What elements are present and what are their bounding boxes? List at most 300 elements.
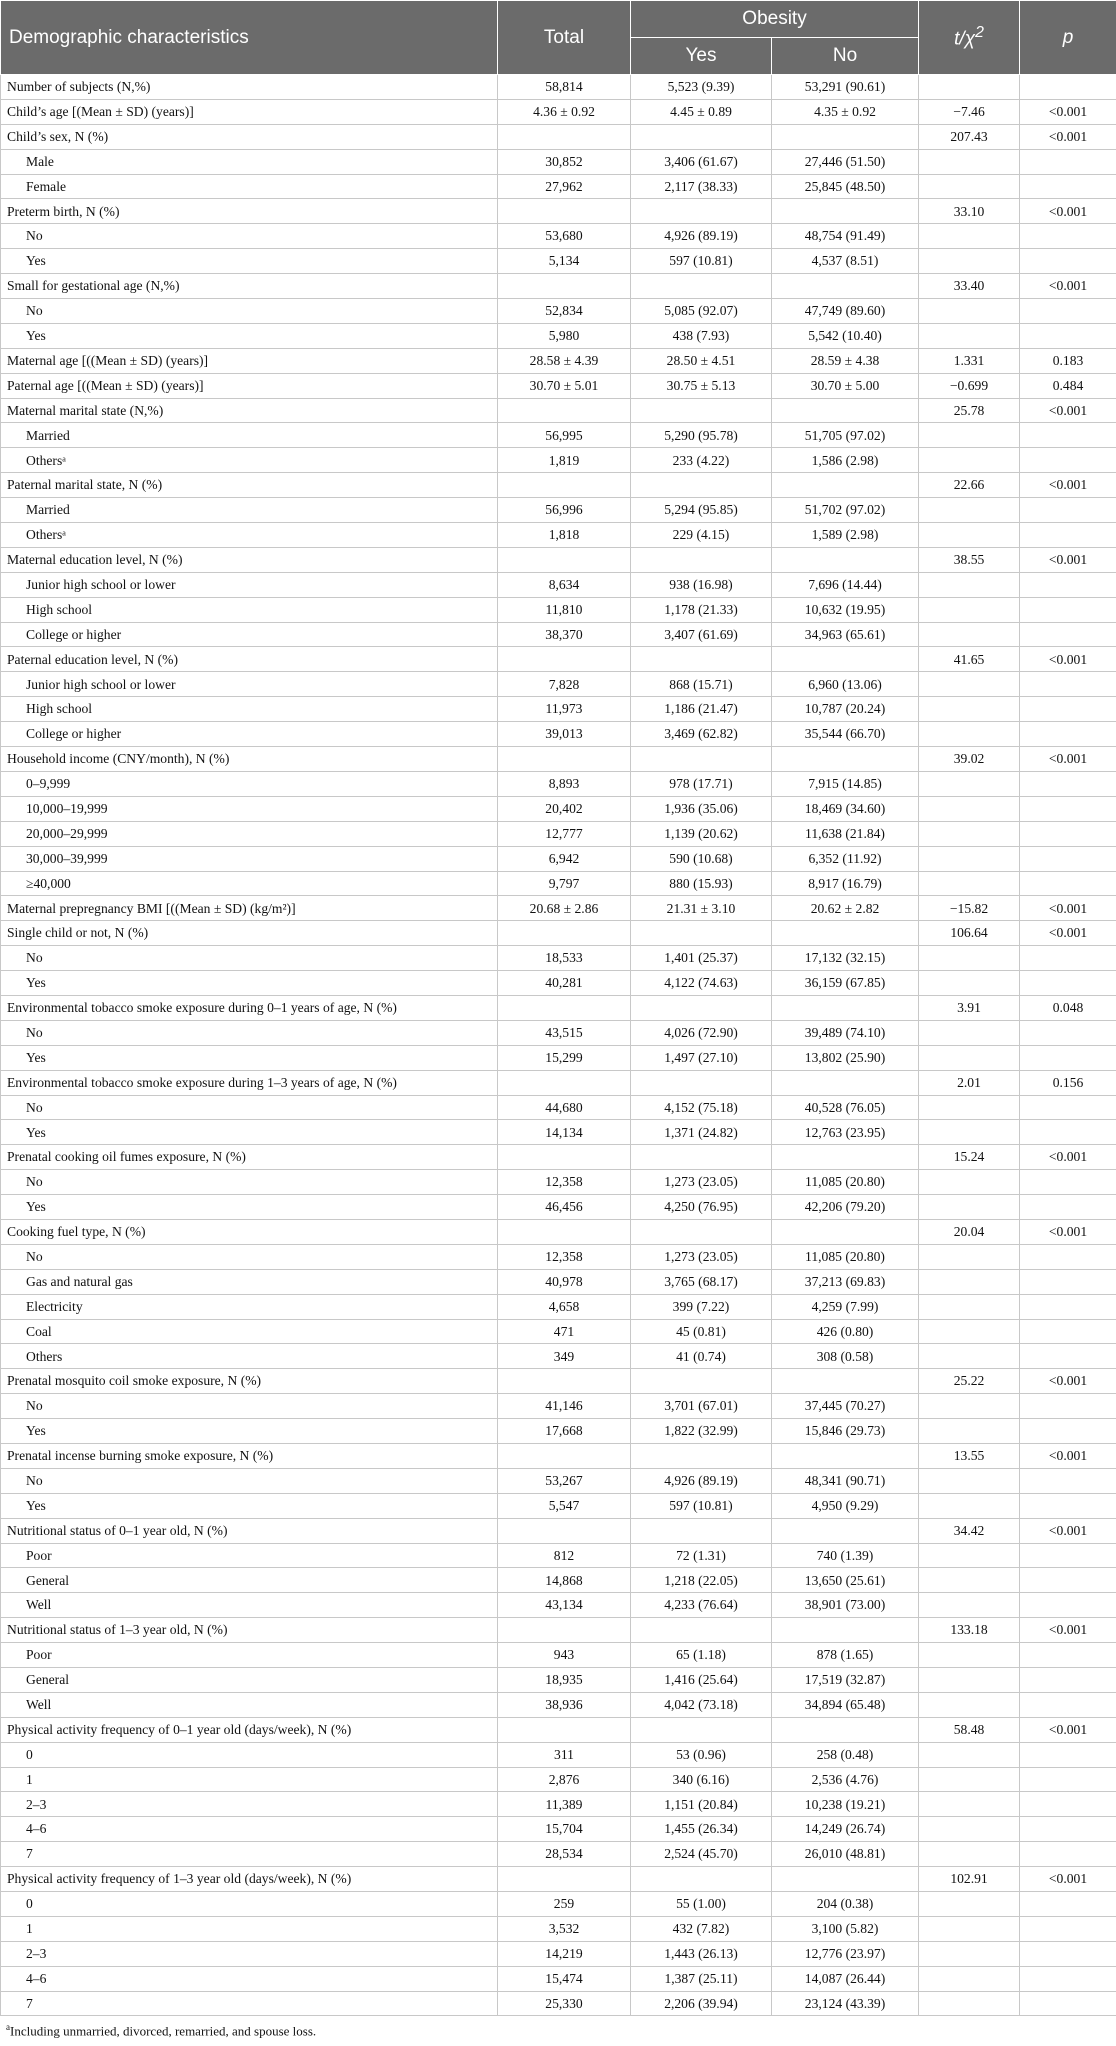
cell-total: 40,978 xyxy=(498,1269,631,1294)
cell-obesity-no: 23,124 (43.39) xyxy=(772,1991,919,2016)
cell-p-value xyxy=(1020,1045,1116,1070)
cell-obesity-no: 3,100 (5.82) xyxy=(772,1916,919,1941)
cell-p-value: <0.001 xyxy=(1020,747,1116,772)
row-label: Junior high school or lower xyxy=(1,572,498,597)
footnote-text: Including unmarried, divorced, remarried, and spouse loss. xyxy=(10,2024,316,2039)
cell-p-value: <0.001 xyxy=(1020,124,1116,149)
cell-p-value: <0.001 xyxy=(1020,921,1116,946)
cell-obesity-yes: 597 (10.81) xyxy=(631,249,772,274)
cell-p-value xyxy=(1020,1468,1116,1493)
cell-obesity-no: 878 (1.65) xyxy=(772,1643,919,1668)
row-label: Married xyxy=(1,423,498,448)
cell-obesity-no: 25,845 (48.50) xyxy=(772,174,919,199)
cell-obesity-no: 47,749 (89.60) xyxy=(772,299,919,324)
table-row xyxy=(1,1792,1116,1817)
cell-obesity-yes: 4,926 (89.19) xyxy=(631,224,772,249)
cell-p-value xyxy=(1020,1543,1116,1568)
cell-obesity-no xyxy=(772,1369,919,1394)
table-row xyxy=(1,99,1116,124)
table-row xyxy=(1,946,1116,971)
cell-obesity-yes: 938 (16.98) xyxy=(631,572,772,597)
cell-statistic: 133.18 xyxy=(919,1618,1020,1643)
cell-total xyxy=(498,473,631,498)
cell-statistic xyxy=(919,174,1020,199)
row-label: Coal xyxy=(1,1319,498,1344)
cell-statistic: 38.55 xyxy=(919,547,1020,572)
row-label: College or higher xyxy=(1,622,498,647)
cell-statistic: 106.64 xyxy=(919,921,1020,946)
row-label: No xyxy=(1,299,498,324)
cell-obesity-yes xyxy=(631,547,772,572)
cell-obesity-yes xyxy=(631,921,772,946)
cell-obesity-no: 14,087 (26.44) xyxy=(772,1966,919,1991)
cell-statistic xyxy=(919,75,1020,100)
cell-obesity-yes xyxy=(631,1219,772,1244)
row-label: Maternal education level, N (%) xyxy=(1,547,498,572)
cell-total: 30,852 xyxy=(498,149,631,174)
cell-total: 15,704 xyxy=(498,1817,631,1842)
cell-obesity-no xyxy=(772,647,919,672)
cell-p-value xyxy=(1020,1767,1116,1792)
table-row xyxy=(1,1344,1116,1369)
table-row xyxy=(1,1867,1116,1892)
cell-p-value xyxy=(1020,448,1116,473)
cell-statistic: −15.82 xyxy=(919,896,1020,921)
table-row xyxy=(1,771,1116,796)
cell-obesity-yes xyxy=(631,1518,772,1543)
table-row xyxy=(1,473,1116,498)
cell-p-value xyxy=(1020,1244,1116,1269)
table-row xyxy=(1,1717,1116,1742)
cell-statistic xyxy=(919,1020,1020,1045)
row-label: Male xyxy=(1,149,498,174)
table-row xyxy=(1,1493,1116,1518)
table-row xyxy=(1,1219,1116,1244)
row-label: Household income (CNY/month), N (%) xyxy=(1,747,498,772)
row-label: Single child or not, N (%) xyxy=(1,921,498,946)
cell-obesity-no: 20.62 ± 2.82 xyxy=(772,896,919,921)
table-header xyxy=(1,1,1116,75)
cell-total: 53,267 xyxy=(498,1468,631,1493)
cell-total: 28,534 xyxy=(498,1842,631,1867)
row-label: Paternal age [((Mean ± SD) (years)] xyxy=(1,373,498,398)
cell-obesity-yes: 4,152 (75.18) xyxy=(631,1095,772,1120)
cell-total: 25,330 xyxy=(498,1991,631,2016)
cell-obesity-no: 6,960 (13.06) xyxy=(772,672,919,697)
cell-obesity-no: 36,159 (67.85) xyxy=(772,971,919,996)
cell-statistic: 207.43 xyxy=(919,124,1020,149)
cell-obesity-yes: 590 (10.68) xyxy=(631,846,772,871)
row-label: Physical activity frequency of 0–1 year old (days/week), N (%) xyxy=(1,1717,498,1742)
cell-obesity-no: 13,802 (25.90) xyxy=(772,1045,919,1070)
cell-obesity-no: 14,249 (26.74) xyxy=(772,1817,919,1842)
cell-obesity-yes xyxy=(631,647,772,672)
cell-statistic xyxy=(919,1095,1020,1120)
cell-total: 53,680 xyxy=(498,224,631,249)
row-label: General xyxy=(1,1568,498,1593)
cell-obesity-yes: 1,416 (25.64) xyxy=(631,1668,772,1693)
row-label: 7 xyxy=(1,1842,498,1867)
cell-obesity-yes: 5,085 (92.07) xyxy=(631,299,772,324)
cell-total xyxy=(498,1618,631,1643)
cell-total: 14,134 xyxy=(498,1120,631,1145)
cell-obesity-no: 6,352 (11.92) xyxy=(772,846,919,871)
table-row xyxy=(1,1593,1116,1618)
cell-obesity-no: 37,445 (70.27) xyxy=(772,1394,919,1419)
cell-statistic: 3.91 xyxy=(919,995,1020,1020)
cell-statistic xyxy=(919,672,1020,697)
cell-p-value: <0.001 xyxy=(1020,647,1116,672)
table-row xyxy=(1,1916,1116,1941)
cell-obesity-yes: 45 (0.81) xyxy=(631,1319,772,1344)
table-row xyxy=(1,1070,1116,1095)
cell-p-value xyxy=(1020,75,1116,100)
cell-statistic xyxy=(919,572,1020,597)
cell-obesity-no: 38,901 (73.00) xyxy=(772,1593,919,1618)
cell-p-value: 0.183 xyxy=(1020,348,1116,373)
row-label: Cooking fuel type, N (%) xyxy=(1,1219,498,1244)
row-label: 0 xyxy=(1,1742,498,1767)
cell-p-value: <0.001 xyxy=(1020,1518,1116,1543)
cell-p-value xyxy=(1020,299,1116,324)
row-label: Yes xyxy=(1,1493,498,1518)
cell-obesity-no: 258 (0.48) xyxy=(772,1742,919,1767)
row-label: Poor xyxy=(1,1543,498,1568)
cell-statistic xyxy=(919,771,1020,796)
cell-statistic: 1.331 xyxy=(919,348,1020,373)
cell-obesity-no: 34,963 (65.61) xyxy=(772,622,919,647)
table-row xyxy=(1,523,1116,548)
cell-p-value xyxy=(1020,1892,1116,1917)
table-row xyxy=(1,1941,1116,1966)
cell-total: 7,828 xyxy=(498,672,631,697)
table-row xyxy=(1,1120,1116,1145)
cell-obesity-yes: 1,218 (22.05) xyxy=(631,1568,772,1593)
cell-obesity-yes: 53 (0.96) xyxy=(631,1742,772,1767)
cell-statistic xyxy=(919,1792,1020,1817)
cell-p-value xyxy=(1020,697,1116,722)
cell-obesity-no: 13,650 (25.61) xyxy=(772,1568,919,1593)
cell-obesity-no: 53,291 (90.61) xyxy=(772,75,919,100)
cell-p-value: <0.001 xyxy=(1020,99,1116,124)
cell-total: 27,962 xyxy=(498,174,631,199)
cell-obesity-no xyxy=(772,1518,919,1543)
row-label: Child’s sex, N (%) xyxy=(1,124,498,149)
cell-p-value xyxy=(1020,771,1116,796)
table-row xyxy=(1,1095,1116,1120)
row-label: Gas and natural gas xyxy=(1,1269,498,1294)
row-label: Small for gestational age (N,%) xyxy=(1,274,498,299)
cell-obesity-no: 10,632 (19.95) xyxy=(772,597,919,622)
cell-p-value: <0.001 xyxy=(1020,1717,1116,1742)
row-label: No xyxy=(1,1394,498,1419)
cell-p-value xyxy=(1020,1842,1116,1867)
cell-statistic xyxy=(919,846,1020,871)
table-row xyxy=(1,1568,1116,1593)
cell-obesity-yes: 4,026 (72.90) xyxy=(631,1020,772,1045)
cell-total xyxy=(498,124,631,149)
row-label: No xyxy=(1,1170,498,1195)
cell-obesity-yes: 978 (17.71) xyxy=(631,771,772,796)
cell-total xyxy=(498,1369,631,1394)
cell-p-value xyxy=(1020,1792,1116,1817)
cell-obesity-yes: 2,206 (39.94) xyxy=(631,1991,772,2016)
cell-obesity-yes: 432 (7.82) xyxy=(631,1916,772,1941)
row-label: Well xyxy=(1,1593,498,1618)
cell-total: 38,370 xyxy=(498,622,631,647)
cell-statistic xyxy=(919,299,1020,324)
cell-obesity-yes: 4,233 (76.64) xyxy=(631,1593,772,1618)
row-label: No xyxy=(1,1244,498,1269)
cell-obesity-yes: 1,273 (23.05) xyxy=(631,1244,772,1269)
cell-obesity-yes: 3,406 (61.67) xyxy=(631,149,772,174)
cell-statistic xyxy=(919,1692,1020,1717)
cell-obesity-yes: 1,139 (20.62) xyxy=(631,821,772,846)
cell-obesity-no: 8,917 (16.79) xyxy=(772,871,919,896)
cell-total xyxy=(498,1867,631,1892)
cell-obesity-no: 12,776 (23.97) xyxy=(772,1941,919,1966)
cell-obesity-yes: 229 (4.15) xyxy=(631,523,772,548)
cell-p-value xyxy=(1020,821,1116,846)
cell-total: 18,935 xyxy=(498,1668,631,1693)
cell-obesity-no: 48,754 (91.49) xyxy=(772,224,919,249)
cell-total: 43,134 xyxy=(498,1593,631,1618)
row-label: No xyxy=(1,224,498,249)
cell-obesity-no: 27,446 (51.50) xyxy=(772,149,919,174)
cell-total: 5,980 xyxy=(498,323,631,348)
cell-p-value xyxy=(1020,1742,1116,1767)
header-demographic: Demographic characteristics xyxy=(1,1,498,75)
row-label: Nutritional status of 1–3 year old, N (%) xyxy=(1,1618,498,1643)
row-label: Preterm birth, N (%) xyxy=(1,199,498,224)
cell-obesity-yes xyxy=(631,747,772,772)
cell-obesity-yes: 1,401 (25.37) xyxy=(631,946,772,971)
row-label: Nutritional status of 0–1 year old, N (%) xyxy=(1,1518,498,1543)
cell-statistic xyxy=(919,1493,1020,1518)
row-label: Environmental tobacco smoke exposure during 0–1 years of age, N (%) xyxy=(1,995,498,1020)
header-statistic-label: t/χ xyxy=(954,29,975,50)
cell-statistic xyxy=(919,1120,1020,1145)
cell-p-value xyxy=(1020,523,1116,548)
cell-obesity-no: 51,705 (97.02) xyxy=(772,423,919,448)
cell-obesity-yes xyxy=(631,473,772,498)
cell-obesity-no: 35,544 (66.70) xyxy=(772,722,919,747)
cell-obesity-yes: 1,936 (35.06) xyxy=(631,796,772,821)
cell-p-value xyxy=(1020,1568,1116,1593)
cell-statistic xyxy=(919,1991,1020,2016)
cell-obesity-yes: 3,701 (67.01) xyxy=(631,1394,772,1419)
cell-obesity-yes: 1,151 (20.84) xyxy=(631,1792,772,1817)
header-p-value: p xyxy=(1020,1,1116,75)
table-row xyxy=(1,1419,1116,1444)
cell-obesity-no: 1,586 (2.98) xyxy=(772,448,919,473)
table-row xyxy=(1,1244,1116,1269)
cell-obesity-no: 34,894 (65.48) xyxy=(772,1692,919,1717)
cell-p-value xyxy=(1020,846,1116,871)
cell-obesity-yes: 1,371 (24.82) xyxy=(631,1120,772,1145)
row-label: Maternal prepregnancy BMI [((Mean ± SD) (kg/m²)] xyxy=(1,896,498,921)
table-row xyxy=(1,921,1116,946)
cell-statistic xyxy=(919,498,1020,523)
row-label: Yes xyxy=(1,1419,498,1444)
cell-total xyxy=(498,747,631,772)
cell-obesity-no: 10,238 (19.21) xyxy=(772,1792,919,1817)
cell-p-value xyxy=(1020,1419,1116,1444)
table-row xyxy=(1,1643,1116,1668)
cell-obesity-no: 15,846 (29.73) xyxy=(772,1419,919,1444)
cell-total: 5,547 xyxy=(498,1493,631,1518)
cell-obesity-yes: 30.75 ± 5.13 xyxy=(631,373,772,398)
cell-p-value xyxy=(1020,1344,1116,1369)
cell-p-value xyxy=(1020,1991,1116,2016)
cell-obesity-yes: 399 (7.22) xyxy=(631,1294,772,1319)
row-label: 4–6 xyxy=(1,1817,498,1842)
table-row xyxy=(1,871,1116,896)
cell-obesity-no xyxy=(772,995,919,1020)
table-row xyxy=(1,1020,1116,1045)
cell-obesity-yes: 1,178 (21.33) xyxy=(631,597,772,622)
cell-p-value xyxy=(1020,622,1116,647)
cell-obesity-no: 740 (1.39) xyxy=(772,1543,919,1568)
cell-obesity-no: 11,085 (20.80) xyxy=(772,1244,919,1269)
row-label: Maternal marital state (N,%) xyxy=(1,398,498,423)
row-label: Environmental tobacco smoke exposure during 1–3 years of age, N (%) xyxy=(1,1070,498,1095)
row-label: Physical activity frequency of 1–3 year old (days/week), N (%) xyxy=(1,1867,498,1892)
cell-total: 4,658 xyxy=(498,1294,631,1319)
table-row xyxy=(1,174,1116,199)
table-row xyxy=(1,1195,1116,1220)
cell-statistic xyxy=(919,423,1020,448)
table-row xyxy=(1,373,1116,398)
cell-p-value: 0.156 xyxy=(1020,1070,1116,1095)
cell-obesity-no: 40,528 (76.05) xyxy=(772,1095,919,1120)
table-row xyxy=(1,348,1116,373)
table-row xyxy=(1,1394,1116,1419)
cell-statistic xyxy=(919,1568,1020,1593)
cell-total xyxy=(498,1443,631,1468)
row-label: Othersᵃ xyxy=(1,523,498,548)
cell-statistic xyxy=(919,224,1020,249)
cell-statistic xyxy=(919,946,1020,971)
table-row xyxy=(1,1817,1116,1842)
cell-total: 14,868 xyxy=(498,1568,631,1593)
cell-p-value: <0.001 xyxy=(1020,1219,1116,1244)
cell-statistic xyxy=(919,1892,1020,1917)
cell-obesity-yes: 1,497 (27.10) xyxy=(631,1045,772,1070)
cell-statistic: 39.02 xyxy=(919,747,1020,772)
cell-obesity-no: 11,085 (20.80) xyxy=(772,1170,919,1195)
cell-p-value xyxy=(1020,1966,1116,1991)
row-label: 30,000–39,999 xyxy=(1,846,498,871)
table-row xyxy=(1,1668,1116,1693)
table-row xyxy=(1,547,1116,572)
cell-total: 1,819 xyxy=(498,448,631,473)
row-label: Paternal marital state, N (%) xyxy=(1,473,498,498)
cell-obesity-no xyxy=(772,1717,919,1742)
cell-p-value: <0.001 xyxy=(1020,274,1116,299)
row-label: 2–3 xyxy=(1,1792,498,1817)
cell-obesity-no xyxy=(772,199,919,224)
cell-p-value: <0.001 xyxy=(1020,1369,1116,1394)
cell-total xyxy=(498,547,631,572)
cell-obesity-yes xyxy=(631,124,772,149)
row-label: 1 xyxy=(1,1916,498,1941)
row-label: Married xyxy=(1,498,498,523)
cell-statistic xyxy=(919,1593,1020,1618)
cell-statistic xyxy=(919,597,1020,622)
table-row xyxy=(1,1692,1116,1717)
cell-obesity-yes: 1,387 (25.11) xyxy=(631,1966,772,1991)
cell-total xyxy=(498,1219,631,1244)
cell-p-value xyxy=(1020,1294,1116,1319)
cell-total xyxy=(498,1145,631,1170)
row-label: Yes xyxy=(1,971,498,996)
cell-total: 15,474 xyxy=(498,1966,631,1991)
cell-statistic: 2.01 xyxy=(919,1070,1020,1095)
cell-obesity-no: 39,489 (74.10) xyxy=(772,1020,919,1045)
table-row xyxy=(1,448,1116,473)
cell-obesity-yes: 438 (7.93) xyxy=(631,323,772,348)
cell-total: 2,876 xyxy=(498,1767,631,1792)
table-row xyxy=(1,1145,1116,1170)
cell-total: 6,942 xyxy=(498,846,631,871)
cell-obesity-yes xyxy=(631,1618,772,1643)
cell-p-value xyxy=(1020,423,1116,448)
row-label: 1 xyxy=(1,1767,498,1792)
cell-p-value xyxy=(1020,1493,1116,1518)
cell-p-value xyxy=(1020,672,1116,697)
header-statistic-superscript: 2 xyxy=(975,24,984,41)
row-label: Yes xyxy=(1,1045,498,1070)
cell-statistic xyxy=(919,1767,1020,1792)
row-label: Prenatal incense burning smoke exposure, N (%) xyxy=(1,1443,498,1468)
cell-total: 12,358 xyxy=(498,1244,631,1269)
cell-p-value xyxy=(1020,597,1116,622)
table-row xyxy=(1,796,1116,821)
table-row xyxy=(1,747,1116,772)
cell-obesity-yes: 2,524 (45.70) xyxy=(631,1842,772,1867)
cell-obesity-no: 17,132 (32.15) xyxy=(772,946,919,971)
cell-obesity-yes: 1,443 (26.13) xyxy=(631,1941,772,1966)
cell-p-value xyxy=(1020,498,1116,523)
table-row xyxy=(1,1543,1116,1568)
row-label: Child’s age [(Mean ± SD) (years)] xyxy=(1,99,498,124)
cell-obesity-yes: 55 (1.00) xyxy=(631,1892,772,1917)
header-statistic xyxy=(919,1,1020,75)
cell-statistic: 33.10 xyxy=(919,199,1020,224)
cell-statistic: 25.22 xyxy=(919,1369,1020,1394)
cell-p-value xyxy=(1020,1817,1116,1842)
row-label: College or higher xyxy=(1,722,498,747)
table-row xyxy=(1,1045,1116,1070)
cell-total xyxy=(498,199,631,224)
cell-obesity-yes: 72 (1.31) xyxy=(631,1543,772,1568)
cell-obesity-no: 28.59 ± 4.38 xyxy=(772,348,919,373)
cell-obesity-yes xyxy=(631,1145,772,1170)
table-row xyxy=(1,1618,1116,1643)
cell-statistic: 102.91 xyxy=(919,1867,1020,1892)
cell-obesity-yes: 65 (1.18) xyxy=(631,1643,772,1668)
cell-statistic: 25.78 xyxy=(919,398,1020,423)
table-row xyxy=(1,323,1116,348)
header-obesity-no: No xyxy=(772,38,919,75)
row-label: Electricity xyxy=(1,1294,498,1319)
cell-total: 9,797 xyxy=(498,871,631,896)
row-label: 10,000–19,999 xyxy=(1,796,498,821)
cell-p-value xyxy=(1020,174,1116,199)
cell-statistic xyxy=(919,871,1020,896)
cell-total: 943 xyxy=(498,1643,631,1668)
